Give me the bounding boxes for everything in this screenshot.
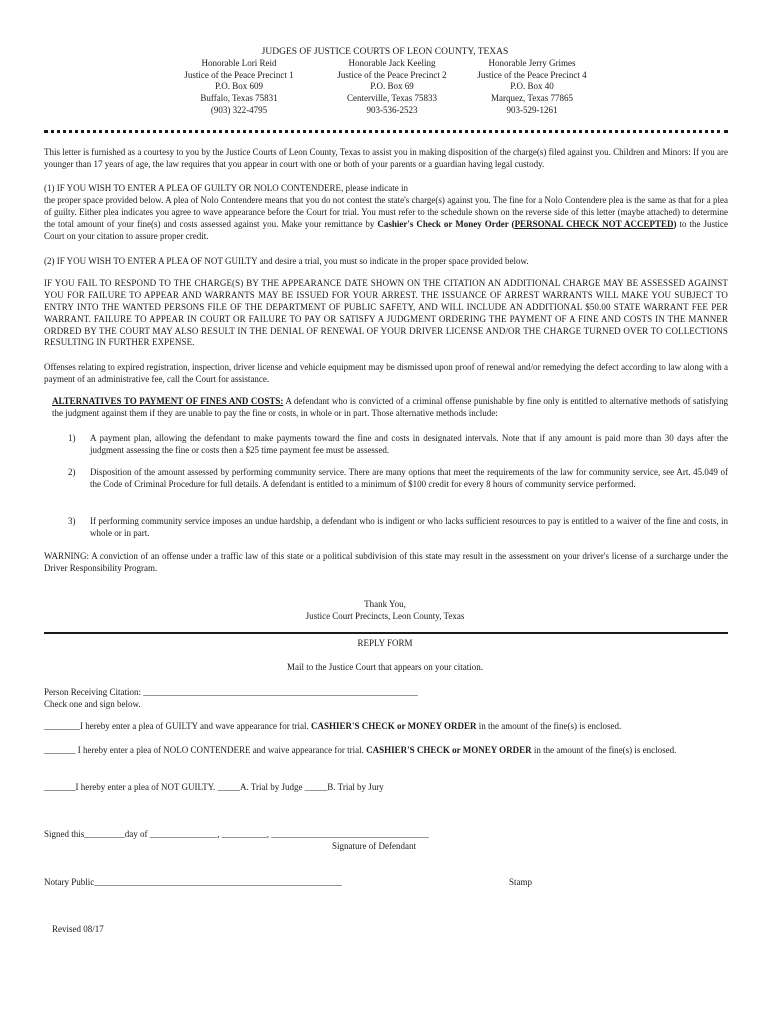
personal-check-note: PERSONAL CHECK NOT ACCEPTED bbox=[514, 218, 674, 229]
signature-date-field[interactable]: Signed this_________day of _______________, __________, ___________________________________ bbox=[44, 829, 429, 839]
judge-block-precinct-1 bbox=[164, 58, 314, 116]
judge-po-box: P.O. Box 609 bbox=[214, 81, 263, 92]
judge-name: Honorable Lori Reid bbox=[201, 58, 277, 68]
surcharge-warning: WARNING: A conviction of an offense under a traffic law of this state or a political subdivision of this state may result in the assessment on your driver's license of a surcharge under the Driver Responsibility Program. bbox=[44, 551, 728, 573]
judge-city: Marquez, Texas 77865 bbox=[491, 93, 573, 104]
check-one-instruction: Check one and sign below. bbox=[44, 699, 141, 709]
section-divider bbox=[44, 632, 728, 634]
stamp-label: Stamp bbox=[509, 877, 533, 887]
judge-block-precinct-2 bbox=[317, 58, 467, 116]
list-item-number: 1) bbox=[68, 433, 76, 443]
reply-form-title: REPLY FORM bbox=[357, 638, 413, 648]
payment-method-label: CASHIER'S CHECK or MONEY ORDER bbox=[310, 721, 477, 731]
offenses-paragraph: Offenses relating to expired registration, inspection, driver license and vehicle equipment may be dismissed upon proof of renewal and/or remedying the defect according to law along with a payment of an administrative fee, call the Court for assistance. bbox=[44, 362, 728, 384]
plea-guilty-paragraph bbox=[44, 183, 728, 242]
list-item: Disposition of the amount assessed by performing community service. There are many options that meet the requirements of the law for community service, see Art. 45.049 of the Code of Criminal Procedure for full details. A defendant is entitled to a minimum of $100 credit for every 8 hours of community service performed. bbox=[90, 467, 728, 489]
judge-phone: 903-529-1261 bbox=[506, 104, 558, 115]
plea-guilty-tail: to the Justice Court on your citation to assure proper credit. bbox=[44, 218, 728, 241]
alternatives-text: A defendant who is convicted of a criminal offense punishable by fine only is entitled to alternative methods of satisfying the judgment against them if they are unable to pay the fine or costs, in whole or in part. Those alternative methods include: bbox=[52, 396, 728, 418]
judge-name: Honorable Jerry Grimes bbox=[488, 58, 576, 68]
judge-city: Centerville, Texas 75833 bbox=[347, 93, 437, 104]
judge-name: Honorable Jack Keeling bbox=[348, 58, 436, 68]
plea-guilty-blank: ________I hereby enter a plea of GUILTY and wave appearance for trial. bbox=[44, 721, 311, 731]
remittance-method bbox=[377, 219, 676, 229]
sign-off: Justice Court Precincts, Leon County, Texas bbox=[305, 611, 465, 621]
thank-you: Thank You, bbox=[364, 599, 406, 609]
alternatives-heading: ALTERNATIVES TO PAYMENT OF FINES AND COSTS: bbox=[52, 396, 284, 406]
plea-nolo-blank: _______ I hereby enter a plea of NOLO CONTENDERE and waive appearance for trial. bbox=[44, 745, 367, 755]
plea-guilty-lead: (1) IF YOU WISH TO ENTER A PLEA OF GUILTY OR NOLO CONTENDERE, please indicate in bbox=[44, 183, 408, 193]
plea-guilty-body: the proper space provided below. A plea of Nolo Contendere means that you do not contest the state's charge(s) against you. The fine for a Nolo Contendere plea is the same as that for a plea of guilty. Either plea indicates you agree to wave appearance before the Court for trial. You must refer to the schedule shown on the reverse side of this letter (maybe attached) to determine the total amount of your fine(s) and costs assessed against you. Make your remittance by bbox=[44, 194, 728, 229]
remittance-label: Cashier's Check or Money Order ( bbox=[377, 218, 515, 229]
notary-public-field[interactable]: Notary Public_______________________________________________________ bbox=[44, 877, 342, 887]
judge-phone: 903-536-2523 bbox=[366, 104, 418, 115]
letterhead-title: JUDGES OF JUSTICE COURTS OF LEON COUNTY, TEXAS bbox=[261, 47, 509, 57]
list-item: A payment plan, allowing the defendant to make payments toward the fine and costs in designated intervals. Note that if any amount is paid more than 30 days after the judgment assessing the fine or costs then a $25 time payment fee must be assessed. bbox=[90, 433, 728, 455]
judge-office: Justice of the Peace Precinct 1 bbox=[184, 69, 294, 80]
plea-guilty-option[interactable] bbox=[44, 721, 621, 733]
judge-block-precinct-4 bbox=[457, 58, 607, 116]
judge-po-box: P.O. Box 40 bbox=[510, 81, 554, 92]
list-item-number: 2) bbox=[68, 467, 76, 477]
mail-instruction: Mail to the Justice Court that appears on your citation. bbox=[287, 662, 483, 672]
intro-paragraph: This letter is furnished as a courtesy to you by the Justice Courts of Leon County, Texas to assist you in making disposition of the charge(s) filed against you. Children and Minors: If you are younger than 17 years of age, the law requires that you appear in court with one or both of your parents or a guardian having legal custody. bbox=[44, 147, 728, 169]
signature-label: Signature of Defendant bbox=[332, 841, 416, 851]
plea-nolo-suffix: in the amount of the fine(s) is enclosed. bbox=[531, 745, 677, 755]
revision-note: Revised 08/17 bbox=[52, 924, 104, 934]
remittance-close: ) bbox=[673, 218, 677, 229]
plea-not-guilty-paragraph: (2) IF YOU WISH TO ENTER A PLEA OF NOT GUILTY and desire a trial, you must so indicate in the proper space provided below. bbox=[44, 256, 529, 266]
judge-po-box: P.O. Box 69 bbox=[370, 81, 414, 92]
judge-office: Justice of the Peace Precinct 2 bbox=[337, 69, 447, 80]
person-receiving-citation-field[interactable]: Person Receiving Citation: _____________________________________________________________ bbox=[44, 687, 418, 697]
judge-office: Justice of the Peace Precinct 4 bbox=[477, 69, 587, 80]
failure-to-respond-warning: IF YOU FAIL TO RESPOND TO THE CHARGE(S) BY THE APPEARANCE DATE SHOWN ON THE CITATION AN ADDITIONAL CHARGE MAY BE ASSESSED AGAINST YOU FOR FAILURE TO APPEAR AND WARRANTS MAY BE ISSUED FOR YOUR ARREST. THE ISSUANCE OF ARREST WARRANTS WILL MAKE YOU SUBJECT TO ENTRY INTO THE WANTED PERSONS FILE OF THE DEPARTMENT OF PUBLIC SAFETY, AND WILL INCLUDE AN ADDITIONAL $50.00 STATE WARRANT FEE PER WARRANT. FAILURE TO APPEAR IN COURT OR FAILURE TO PAY OR SATISFY A JUDGMENT ORDERING THE PAYMENT OF A FINE AND COSTS IN THE MANNER ORDRED BY THE COURT MAY ALSO RESULT IN THE DENIAL OF RENEWAL OF YOUR DRIVER LICENSE AND/OR THE CHARGE TURNED OVER TO COLLECTIONS RESULTING IN FURTHER EXPENSE. bbox=[44, 278, 728, 348]
dotted-separator bbox=[44, 130, 728, 133]
plea-guilty-suffix: in the amount of the fine(s) is enclosed. bbox=[476, 721, 622, 731]
plea-guilty-text bbox=[44, 195, 728, 243]
plea-not-guilty-option[interactable]: _______I hereby enter a plea of NOT GUILTY. _____A. Trial by Judge _____B. Trial by Jury bbox=[44, 782, 384, 792]
judge-city: Buffalo, Texas 75831 bbox=[200, 93, 278, 104]
payment-method-label: CASHIER'S CHECK or MONEY ORDER bbox=[366, 745, 532, 755]
judge-phone: (903) 322-4795 bbox=[210, 104, 268, 115]
list-item: If performing community service imposes an undue hardship, a defendant who is indigent or who lacks sufficient resources to pay is entitled to a waiver of the fine and costs, in whole or in part. bbox=[90, 516, 728, 538]
plea-nolo-option[interactable] bbox=[44, 745, 728, 757]
alternatives-paragraph bbox=[52, 396, 728, 420]
list-item-number: 3) bbox=[68, 516, 76, 526]
